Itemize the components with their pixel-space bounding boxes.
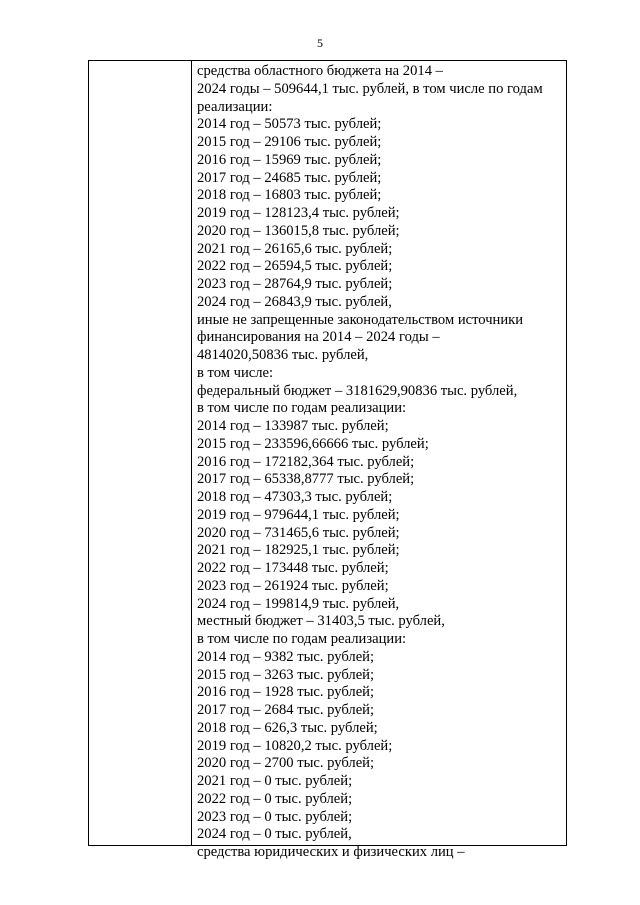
text-line: 2020 год – 136015,8 тыс. рублей;	[197, 222, 400, 239]
text-line: средства областного бюджета на 2014 –	[197, 63, 443, 79]
text-line: в том числе по годам реализации:	[197, 631, 407, 647]
text-line: 2022 год – 26594,5 тыс. рублей;	[197, 258, 393, 275]
text-line: 2021 год – 0 тыс. рублей;	[197, 773, 353, 789]
text-line: 2024 год – 0 тыс. рублей,	[197, 826, 352, 843]
text-line: 2015 год – 3263 тыс. рублей;	[197, 666, 375, 683]
text-line: 2018 год – 47303,3 тыс. рублей;	[197, 489, 393, 505]
text-line: 2023 год – 261924 тыс. рублей;	[197, 577, 389, 594]
text-line: 2018 год – 16803 тыс. рублей;	[197, 187, 382, 204]
text-line: 2014 год – 9382 тыс. рублей;	[197, 648, 375, 665]
text-line: 2020 год – 2700 тыс. рублей;	[197, 755, 375, 772]
text-line: 2015 год – 233596,66666 тыс. рублей;	[197, 435, 429, 452]
text-line: 2020 год – 731465,6 тыс. рублей;	[197, 524, 400, 541]
text-line: 4814020,50836 тыс. рублей,	[197, 347, 369, 363]
funding-table	[88, 60, 567, 860]
text-line: 2021 год – 26165,6 тыс. рублей;	[197, 240, 393, 257]
text-line: 2016 год – 172182,364 тыс. рублей;	[197, 453, 415, 470]
text-line: реализации:	[197, 98, 273, 115]
text-line: местный бюджет – 31403,5 тыс. рублей,	[197, 613, 445, 630]
text-line: средства юридических и физических лиц –	[197, 844, 465, 860]
text-line: в том числе по годам реализации:	[197, 400, 407, 417]
text-line: 2022 год – 0 тыс. рублей;	[197, 790, 353, 807]
text-line: 2016 год – 1928 тыс. рублей;	[197, 684, 375, 701]
text-line: 2019 год – 128123,4 тыс. рублей;	[197, 205, 400, 221]
table-content-cell	[192, 61, 566, 860]
text-line: 2023 год – 0 тыс. рублей;	[197, 808, 353, 825]
text-line: 2022 год – 173448 тыс. рублей;	[197, 560, 389, 576]
text-line: 2017 год – 65338,8777 тыс. рублей;	[197, 471, 415, 488]
text-line: 2019 год – 10820,2 тыс. рублей;	[197, 737, 393, 754]
text-line: в том числе:	[197, 364, 274, 381]
text-line: 2017 год – 2684 тыс. рублей;	[197, 702, 375, 718]
text-line: 2016 год – 15969 тыс. рублей;	[197, 151, 382, 168]
text-line: 2021 год – 182925,1 тыс. рублей;	[197, 542, 400, 559]
text-line: 2024 год – 199814,9 тыс. рублей,	[197, 595, 400, 612]
text-line: 2014 год – 50573 тыс. рублей;	[197, 116, 382, 133]
text-line: 2014 год – 133987 тыс. рублей;	[197, 418, 389, 434]
text-line: 2023 год – 28764,9 тыс. рублей;	[197, 276, 393, 292]
text-line: 2024 год – 26843,9 тыс. рублей,	[197, 293, 392, 310]
text-line: 2019 год – 979644,1 тыс. рублей;	[197, 506, 400, 523]
text-line: 2018 год – 626,3 тыс. рублей;	[197, 719, 378, 736]
text-line: 2024 годы – 509644,1 тыс. рублей, в том числе по годам	[197, 80, 543, 97]
text-line: 2015 год – 29106 тыс. рублей;	[197, 134, 382, 150]
text-line: иные не запрещенные законодательством источники	[197, 311, 524, 328]
text-line: финансирования на 2014 – 2024 годы –	[197, 329, 440, 346]
text-line: 2017 год – 24685 тыс. рублей;	[197, 169, 382, 186]
text-line: федеральный бюджет – 3181629,90836 тыс. рублей,	[197, 382, 518, 399]
page-number: 5	[317, 36, 323, 50]
table-label-cell	[89, 61, 192, 845]
